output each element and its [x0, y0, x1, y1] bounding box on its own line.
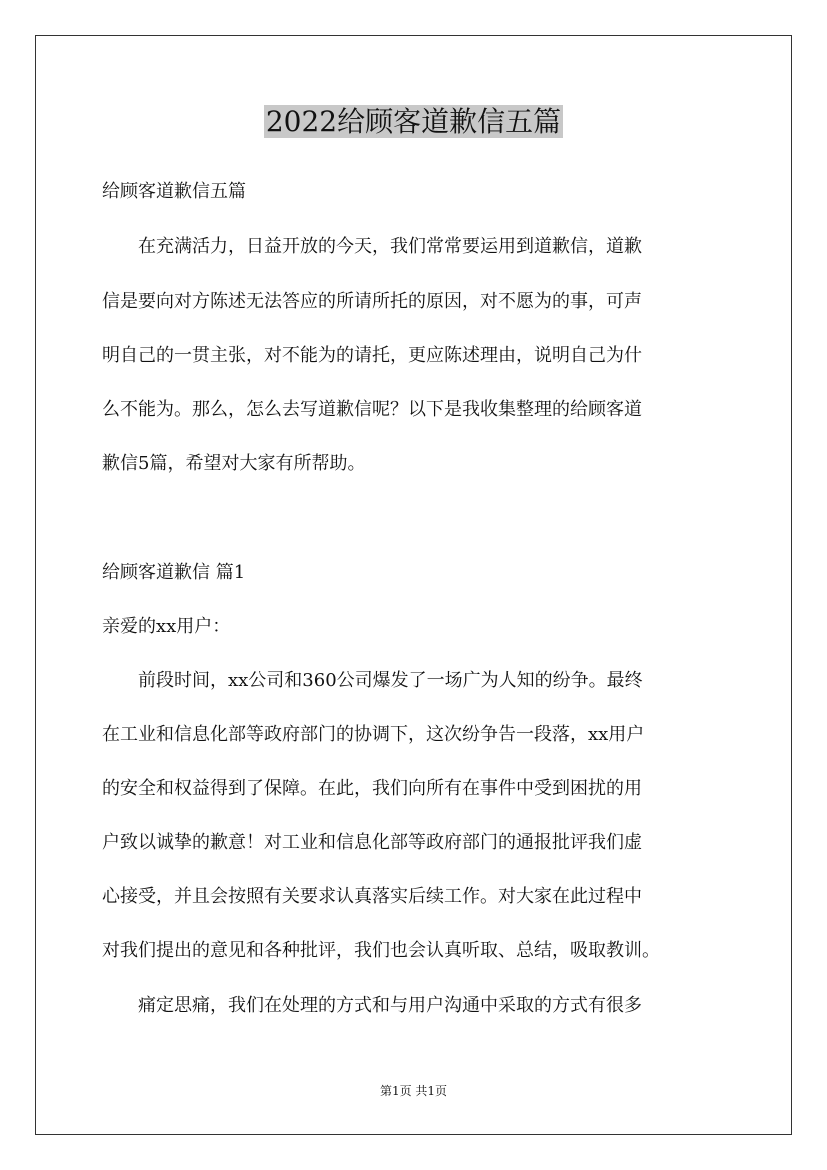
intro-line: 在充满活力，日益开放的今天，我们常常要运用到道歉信，道歉	[102, 236, 642, 257]
body-line: 的安全和权益得到了保障。在此，我们向所有在事件中受到困扰的用	[102, 778, 642, 799]
intro-line: 歉信5篇，希望对大家有所帮助。	[102, 453, 366, 474]
body-line: 心接受，并且会按照有关要求认真落实后续工作。对大家在此过程中	[102, 886, 642, 907]
section-heading: 给顾客道歉信 篇1	[102, 562, 246, 583]
salutation: 亲爱的xx用户：	[102, 616, 231, 637]
body-line: 在工业和信息化部等政府部门的协调下，这次纷争告一段落，xx用户	[102, 724, 645, 745]
body-line: 户致以诚挚的歉意！对工业和信息化部等政府部门的通报批评我们虚	[102, 832, 642, 853]
body-line: 对我们提出的意见和各种批评，我们也会认真听取、总结，吸取教训。	[102, 940, 660, 961]
body-line: 痛定思痛，我们在处理的方式和与用户沟通中采取的方式有很多	[102, 995, 642, 1016]
document-subtitle: 给顾客道歉信五篇	[102, 181, 246, 202]
intro-line: 么不能为。那么，怎么去写道歉信呢？以下是我收集整理的给顾客道	[102, 399, 642, 420]
document-title-text: 2022给顾客道歉信五篇	[265, 105, 562, 138]
document-title	[0, 102, 827, 142]
intro-line: 明自己的一贯主张，对不能为的请托，更应陈述理由，说明自己为什	[102, 345, 642, 366]
body-line: 前段时间，xx公司和360公司爆发了一场广为人知的纷争。最终	[102, 670, 643, 691]
page-footer: 第1页 共1页	[379, 1084, 448, 1098]
intro-line: 信是要向对方陈述无法答应的所请所托的原因，对不愿为的事，可声	[102, 291, 642, 312]
